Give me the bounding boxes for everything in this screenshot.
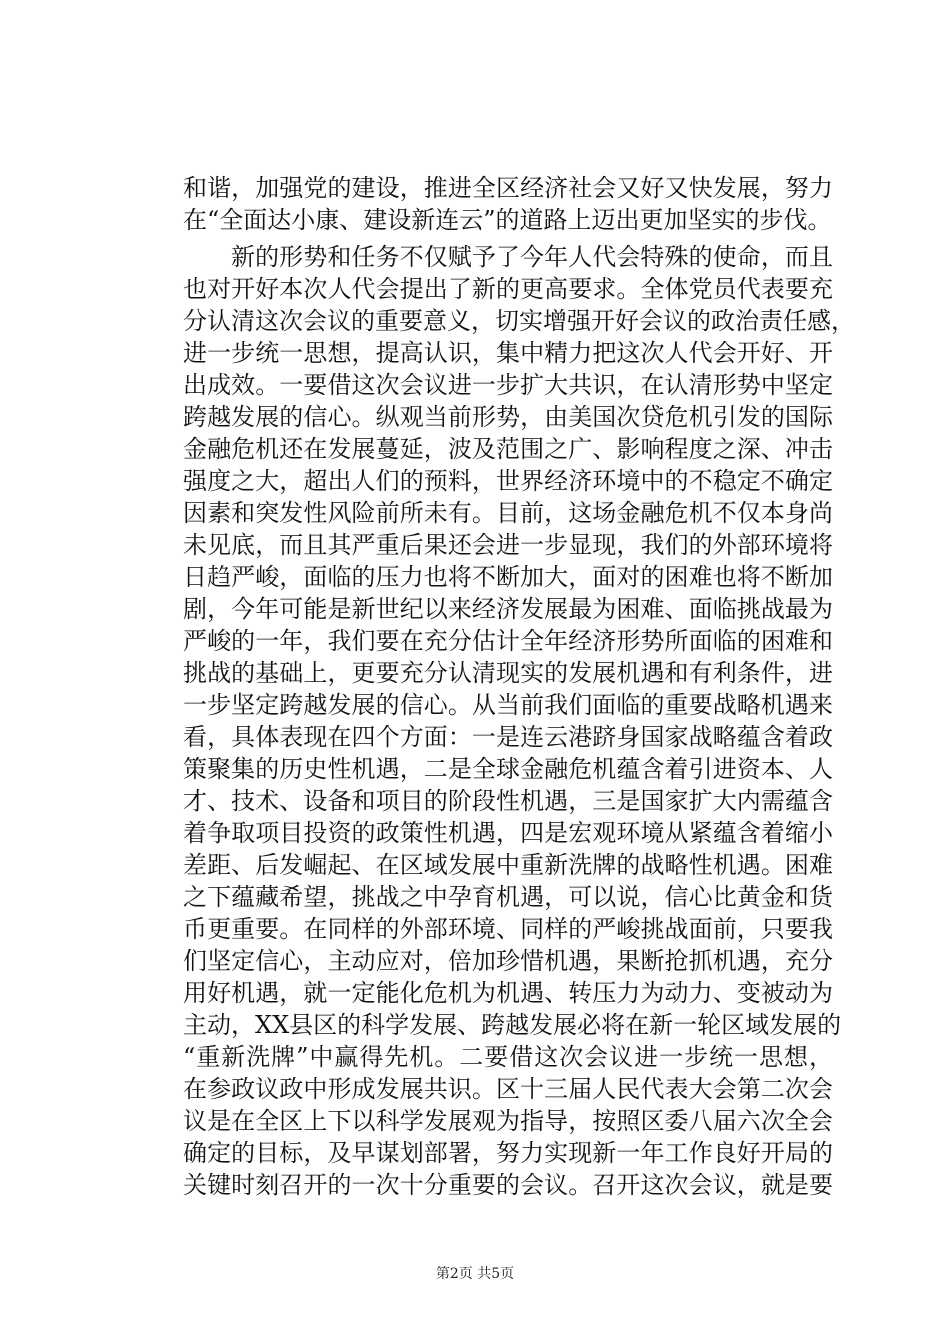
- page-footer: [0, 1265, 950, 1283]
- text-line: 策聚集的历史性机遇，二是全球金融危机蕴含着引进资本、人: [183, 755, 833, 783]
- text-line: 分认清这次会议的重要意义，切实增强开好会议的政治责任感，: [183, 307, 855, 335]
- paragraph-2: [183, 241, 855, 1201]
- text-line: 主动，XX县区的科学发展、跨越发展必将在新一轮区域发展的: [183, 1011, 842, 1039]
- text-line: 挑战的基础上，更要充分认清现实的发展机遇和有利条件，进: [183, 659, 833, 687]
- text-line: 严峻的一年，我们要在充分估计全年经济形势所面临的困难和: [183, 627, 833, 655]
- text-line: 金融危机还在发展蔓延，波及范围之广、影响程度之深、冲击: [183, 435, 833, 463]
- text-line: 着争取项目投资的政策性机遇，四是宏观环境从紧蕴含着缩小: [183, 819, 833, 847]
- text-line: 差距、后发崛起、在区域发展中重新洗牌的战略性机遇。困难: [183, 851, 833, 879]
- text-line: 看，具体表现在四个方面：一是连云港跻身国家战略蕴含着政: [183, 723, 833, 751]
- text-line: 出成效。一要借这次会议进一步扩大共识，在认清形势中坚定: [183, 371, 833, 399]
- text-line: 确定的目标，及早谋划部署，努力实现新一年工作良好开局的: [183, 1139, 833, 1167]
- paragraph-1: [183, 172, 833, 236]
- text-line: 因素和突发性风险前所未有。目前，这场金融危机不仅本身尚: [183, 499, 833, 527]
- text-line: 在参政议政中形成发展共识。区十三届人民代表大会第二次会: [183, 1075, 833, 1103]
- text-line: 才、技术、设备和项目的阶段性机遇，三是国家扩大内需蕴含: [183, 787, 833, 815]
- text-line: 和谐，加强党的建设，推进全区经济社会又好又快发展，努力: [183, 174, 833, 202]
- text-line: 用好机遇，就一定能化危机为机遇、转压力为动力、变被动为: [183, 979, 833, 1007]
- text-line: 进一步统一思想，提高认识，集中精力把这次人代会开好、开: [183, 339, 833, 367]
- text-line: 议是在全区上下以科学发展观为指导，按照区委八届六次全会: [183, 1107, 833, 1135]
- text-line: “重新洗牌”中赢得先机。二要借这次会议进一步统一思想，: [183, 1043, 833, 1071]
- text-line: 也对开好本次人代会提出了新的更高要求。全体党员代表要充: [183, 275, 833, 303]
- page-number-label: 第2页 共5页: [435, 1266, 515, 1282]
- text-line: 之下蕴藏希望，挑战之中孕育机遇，可以说，信心比黄金和货: [183, 883, 833, 911]
- text-line: 剧，今年可能是新世纪以来经济发展最为困难、面临挑战最为: [183, 595, 833, 623]
- text-line: 们坚定信心，主动应对，倍加珍惜机遇，果断抢抓机遇，充分: [183, 947, 833, 975]
- text-line: 未见底，而且其严重后果还会进一步显现，我们的外部环境将: [183, 531, 833, 559]
- text-line: 关键时刻召开的一次十分重要的会议。召开这次会议，就是要: [183, 1171, 833, 1199]
- text-line: 跨越发展的信心。纵观当前形势，由美国次贷危机引发的国际: [183, 403, 833, 431]
- text-line: 在“全面达小康、建设新连云”的道路上迈出更加坚实的步伐。: [183, 206, 832, 234]
- text-line: 一步坚定跨越发展的信心。从当前我们面临的重要战略机遇来: [183, 691, 833, 719]
- text-line: 币更重要。在同样的外部环境、同样的严峻挑战面前，只要我: [183, 915, 833, 943]
- text-line: 日趋严峻，面临的压力也将不断加大，面对的困难也将不断加: [183, 563, 833, 591]
- text-line: 新的形势和任务不仅赋予了今年人代会特殊的使命，而且: [231, 243, 833, 271]
- text-line: 强度之大，超出人们的预料，世界经济环境中的不稳定不确定: [183, 467, 833, 495]
